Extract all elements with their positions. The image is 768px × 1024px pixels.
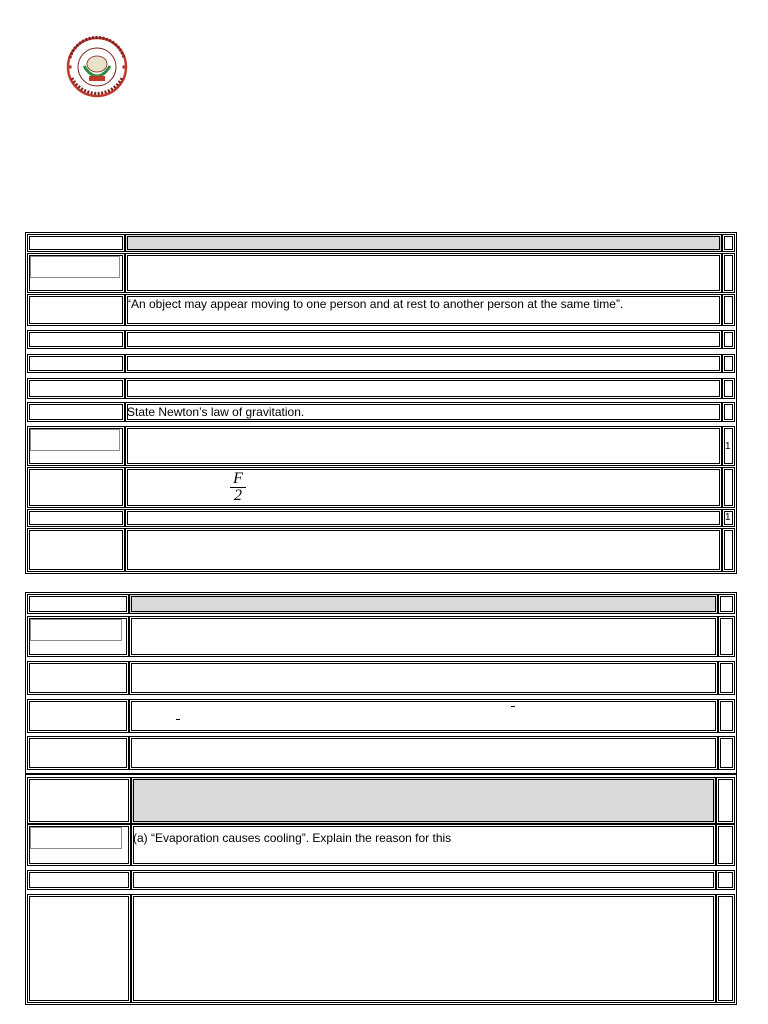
overline-mark-2 xyxy=(176,719,180,720)
s3-row3-mark-cell xyxy=(716,870,735,890)
row10-label-cell xyxy=(27,509,125,527)
fraction-numerator: F xyxy=(233,470,243,487)
s2-row5-label-cell xyxy=(27,736,129,770)
s2-row5-content-cell xyxy=(129,736,718,770)
row7-label-cell xyxy=(27,402,125,422)
row6-content-cell xyxy=(125,378,722,399)
s3-row4-label-cell xyxy=(27,894,131,1003)
row10-marks: 1 xyxy=(725,512,731,523)
s3-row1-header-cell xyxy=(131,777,716,824)
s2-row4-mark-cell xyxy=(718,699,735,733)
s3-row3-label-cell xyxy=(27,870,131,890)
fraction-denominator: 2 xyxy=(234,487,242,504)
answer-input-4[interactable] xyxy=(30,827,122,849)
row5-mark-cell xyxy=(722,354,735,373)
row8-content-cell xyxy=(125,426,722,466)
row6-label-cell xyxy=(27,378,125,399)
s2-row2-content-cell xyxy=(129,616,718,657)
row6-mark-cell xyxy=(722,378,735,399)
row7-mark-cell xyxy=(722,402,735,422)
row3-label-cell xyxy=(27,294,125,326)
s3-row4-mark-cell xyxy=(716,894,735,1003)
fraction-f-over-2 xyxy=(230,470,246,504)
row4-label-cell xyxy=(27,330,125,349)
s2-row2-mark-cell xyxy=(718,616,735,657)
row2-content-cell xyxy=(125,253,722,293)
row1-label-cell xyxy=(27,234,125,252)
overline-mark-1 xyxy=(511,706,515,707)
row11-content-cell xyxy=(125,528,722,572)
answer-input-2[interactable] xyxy=(30,429,120,451)
s3-row4-content-cell xyxy=(131,894,716,1003)
s3-row2-mark-cell xyxy=(716,824,735,866)
row11-mark-cell xyxy=(722,528,735,572)
question-newton-gravitation: State Newton’s law of gravitation. xyxy=(127,405,305,419)
s2-row1-label-cell xyxy=(27,594,129,614)
s2-row3-content-cell xyxy=(129,661,718,695)
row1-mark-cell xyxy=(722,234,735,252)
school-logo xyxy=(64,36,130,98)
s2-row4-content-cell xyxy=(129,699,718,733)
answer-input-1[interactable] xyxy=(30,256,120,278)
row5-content-cell xyxy=(125,354,722,373)
row10-content-cell xyxy=(125,509,722,527)
row9-label-cell xyxy=(27,467,125,508)
s2-row3-mark-cell xyxy=(718,661,735,695)
s2-row5-mark-cell xyxy=(718,736,735,770)
row9-mark-cell xyxy=(722,467,735,508)
question-relative-motion: “An object may appear moving to one person and at rest to another person at the same time”. xyxy=(127,297,624,311)
row8-marks: 1 xyxy=(725,441,731,452)
s2-row4-label-cell xyxy=(27,699,129,733)
row4-content-cell xyxy=(125,330,722,349)
answer-input-3[interactable] xyxy=(30,619,122,641)
row9-content-cell xyxy=(125,467,722,508)
s3-row1-mark-cell xyxy=(716,777,735,824)
s2-row1-header-cell xyxy=(129,594,718,614)
s3-row3-content-cell xyxy=(131,870,716,890)
row5-label-cell xyxy=(27,354,125,373)
s3-row1-label-cell xyxy=(27,777,131,824)
row2-mark-cell xyxy=(722,253,735,293)
row1-header-cell xyxy=(125,234,722,252)
row11-label-cell xyxy=(27,528,125,572)
row3-mark-cell xyxy=(722,294,735,326)
row4-mark-cell xyxy=(722,330,735,349)
question-evaporation: (a) “Evaporation causes cooling”. Explain the reason for this xyxy=(133,831,452,845)
s2-row3-label-cell xyxy=(27,661,129,695)
s2-row1-mark-cell xyxy=(718,594,735,614)
